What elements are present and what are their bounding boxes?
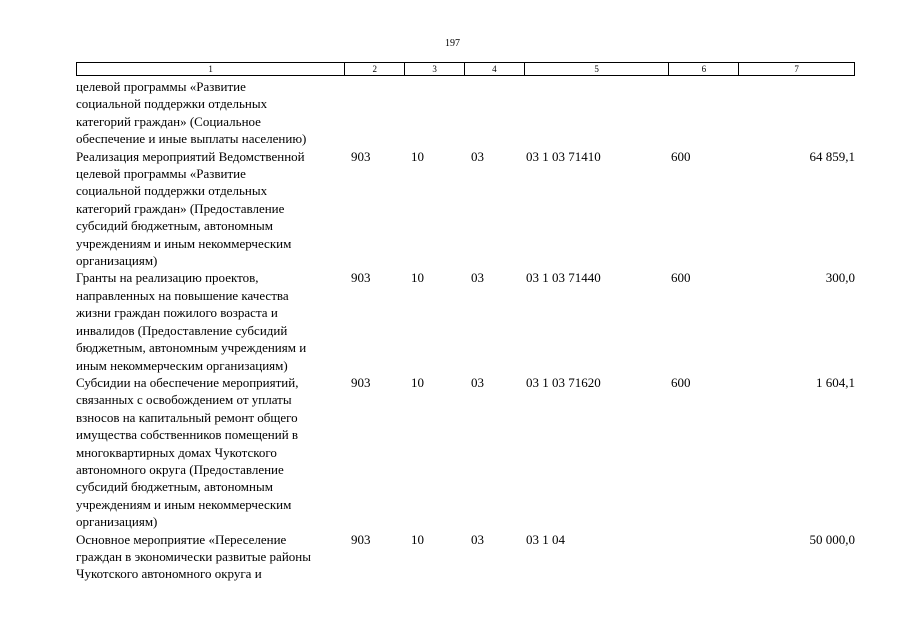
row-expense-type: 600 [671, 270, 691, 286]
row-target-article: 03 1 03 71440 [526, 270, 601, 286]
description-line: категорий граждан» (Социальное [76, 113, 261, 129]
row-description [76, 374, 351, 531]
row-subsection: 03 [471, 148, 484, 164]
row-section [411, 78, 471, 148]
row-section: 10 [411, 270, 424, 286]
row-description [76, 269, 351, 373]
row-target-article: 03 1 03 71620 [526, 374, 601, 390]
description-line: бюджетным, автономным учреждениям и [76, 340, 307, 356]
column-header-2: 2 [345, 63, 405, 75]
row-subsection: 03 [471, 374, 484, 390]
description-line: организациям) [76, 253, 158, 269]
row-amount: 50 000,0 [809, 531, 855, 547]
row-expense-type: 600 [671, 374, 691, 390]
column-header-4: 4 [465, 63, 525, 75]
description-line: целевой программы «Развитие [76, 79, 246, 94]
row-amount: 1 604,1 [816, 374, 855, 390]
table-row [76, 148, 855, 270]
description-line: связанных с освобождением от уплаты [76, 392, 292, 408]
row-amount: 64 859,1 [809, 148, 855, 164]
description-line: имущества собственников помещений в [76, 427, 299, 443]
row-subsection: 03 [471, 531, 484, 547]
description-line: Основное мероприятие «Переселение [76, 531, 287, 547]
table-row [76, 78, 855, 148]
row-amount: 300,0 [825, 270, 855, 286]
row-subsection [471, 78, 526, 148]
page-number: 197 [445, 38, 460, 49]
description-line: обеспечение и иные выплаты населению) [76, 131, 307, 147]
description-line: категорий граждан» (Предоставление [76, 200, 285, 216]
row-subsection: 03 [471, 270, 484, 286]
row-target-article: 03 1 03 71410 [526, 148, 601, 164]
row-expense-type: 600 [671, 148, 691, 164]
description-line: учреждениям и иным некоммерческим [76, 235, 292, 251]
description-line: Чукотского автономного округа и [76, 566, 262, 582]
description-line: жизни граждан пожилого возраста и [76, 305, 278, 321]
table-column-header [76, 62, 855, 76]
row-target-article [526, 78, 671, 148]
row-section: 10 [411, 374, 424, 390]
column-header-6: 6 [669, 63, 739, 75]
description-line: иным некоммерческим организациям) [76, 357, 288, 373]
column-header-5: 5 [525, 63, 670, 75]
row-target-article: 03 1 04 [526, 531, 565, 547]
description-line: целевой программы «Развитие [76, 166, 246, 182]
description-line: Гранты на реализацию проектов, [76, 270, 259, 286]
description-line: направленных на повышение качества [76, 287, 289, 303]
row-description [76, 148, 351, 270]
row-section: 10 [411, 531, 424, 547]
description-line: Реализация мероприятий Ведомственной [76, 148, 305, 164]
description-line: субсидий бюджетным, автономным [76, 479, 273, 495]
description-line: социальной поддержки отдельных [76, 183, 268, 199]
table-row [76, 269, 855, 373]
row-code [351, 78, 411, 148]
row-expense-type [671, 78, 741, 148]
column-header-1: 1 [77, 63, 345, 75]
description-line: организациям) [76, 514, 158, 530]
description-line: Субсидии на обеспечение мероприятий, [76, 374, 299, 390]
row-expense-type [671, 531, 741, 583]
table-row [76, 531, 855, 583]
row-section: 10 [411, 148, 424, 164]
description-line: учреждениям и иным некоммерческим [76, 496, 292, 512]
table-row [76, 374, 855, 531]
row-code: 903 [351, 148, 371, 164]
description-line: граждан в экономически развитые районы [76, 548, 311, 564]
table-body [76, 78, 855, 583]
description-line: субсидий бюджетным, автономным [76, 218, 273, 234]
row-amount [741, 78, 855, 148]
column-header-3: 3 [405, 63, 465, 75]
description-line: автономного округа (Предоставление [76, 461, 284, 477]
description-line: взносов на капитальный ремонт общего [76, 409, 298, 425]
description-line: инвалидов (Предоставление субсидий [76, 322, 288, 338]
row-description [76, 78, 351, 148]
column-header-7: 7 [794, 64, 799, 74]
description-line: многоквартирных домах Чукотского [76, 444, 277, 460]
row-code: 903 [351, 374, 371, 390]
row-code: 903 [351, 531, 371, 547]
row-code: 903 [351, 270, 371, 286]
row-description [76, 531, 351, 583]
description-line: социальной поддержки отдельных [76, 96, 268, 112]
